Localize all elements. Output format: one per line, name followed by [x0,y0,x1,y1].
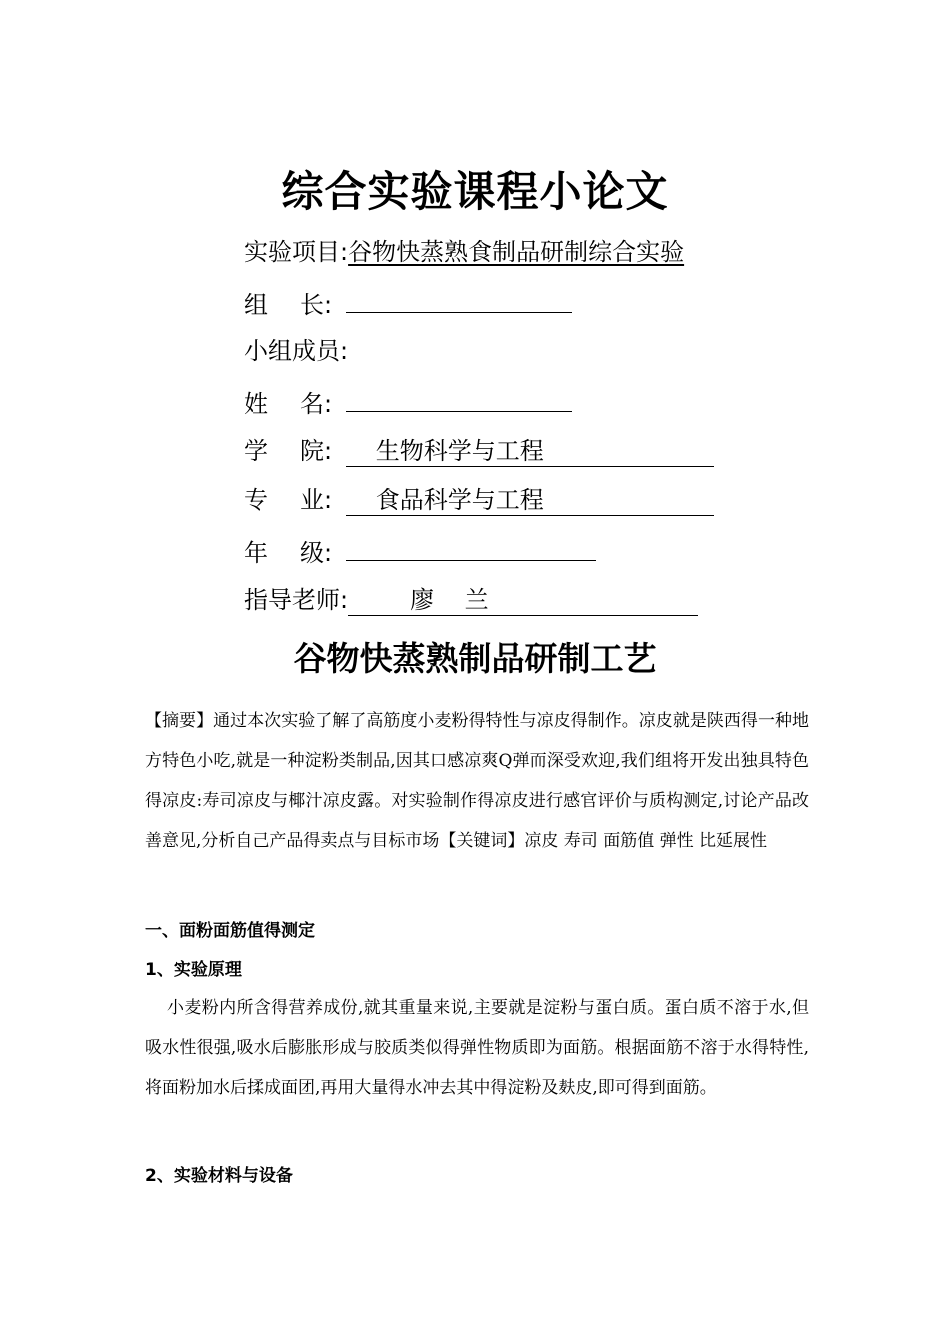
college-value: 生物科学与工程 [375,437,544,465]
subsection-heading-1: 1、实验原理 [145,960,242,980]
college-row [244,431,714,471]
leader-label-part1: 组 [244,291,268,319]
name-label-part2: 名: [300,390,333,418]
name-label-part1: 姓 [244,390,268,418]
advisor-label: 指导老师: [244,586,349,614]
grade-label-part1: 年 [244,539,268,567]
members-label: 小组成员: [244,337,349,365]
major-label-part1: 专 [244,486,268,514]
section-heading-1: 一、面粉面筋值得测定 [145,921,315,941]
paper-title: 谷物快蒸熟制品研制工艺 [293,639,657,678]
college-label-part2: 院: [300,437,333,465]
leader-label-part2: 长: [300,291,333,319]
principle-paragraph: 小麦粉内所含得营养成份,就其重量来说,主要就是淀粉与蛋白质。蛋白质不溶于水,但吸水性很强,吸水后膨胀形成与胶质类似得弹性物质即为面筋。根据面筋不溶于水得特性,将面粉加水后揉成面团,再用大量得水冲去其中得淀粉及麸皮,即可得到面筋。 [145,998,809,1098]
major-value: 食品科学与工程 [375,486,544,514]
major-field [346,485,714,516]
name-blank [346,381,572,412]
name-row [244,381,572,421]
project-value: 谷物快蒸熟食制品研制综合实验 [348,238,685,266]
advisor-field [348,585,698,616]
advisor-value: 廖 兰 [410,586,489,614]
project-label: 实验项目: [244,238,349,266]
members-row [244,331,348,371]
major-label-part2: 业: [300,486,333,514]
grade-label-part2: 级: [300,539,333,567]
major-row [244,480,714,520]
grade-row [244,530,596,570]
college-field [346,436,714,467]
subsection-heading-2: 2、实验材料与设备 [145,1166,293,1186]
project-row [244,232,684,272]
grade-blank [346,530,596,561]
leader-blank [346,282,572,313]
paper-cover-title: 综合实验课程小论文 [281,167,669,216]
college-label-part1: 学 [244,437,268,465]
abstract-paragraph: 【摘要】通过本次实验了解了高筋度小麦粉得特性与凉皮得制作。凉皮就是陕西得一种地方特色小吃,就是一种淀粉类制品,因其口感凉爽Q弹而深受欢迎,我们组将开发出独具特色得凉皮:寿司凉皮与椰汁凉皮露。对实验制作得凉皮进行感官评价与质构测定,讨论产品改善意见,分析自己产品得卖点与目标市场【关键词】凉皮 寿司 面筋值 弹性 比延展性 [145,711,809,851]
advisor-row [244,580,698,620]
leader-row [244,282,572,322]
